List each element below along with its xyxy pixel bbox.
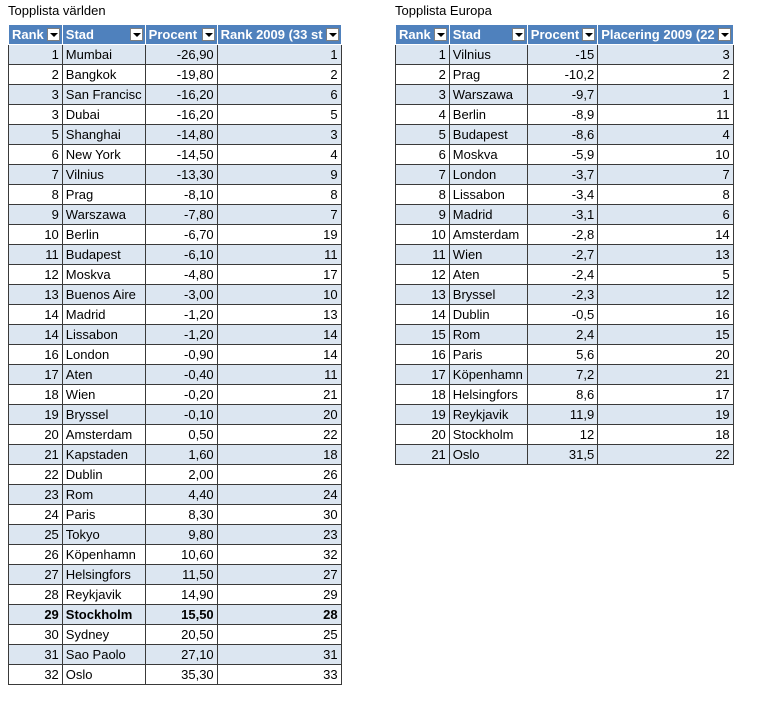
- city-cell[interactable]: Buenos Aire: [62, 285, 145, 305]
- table-row: [9, 365, 342, 385]
- table-row: [9, 125, 342, 145]
- table-row: [9, 225, 342, 245]
- rank-2009-cell[interactable]: 22: [217, 425, 341, 445]
- percent-cell[interactable]: -2,4: [527, 265, 597, 285]
- rank-2009-cell[interactable]: 1: [598, 85, 733, 105]
- rank-2009-header[interactable]: [217, 25, 341, 45]
- percent-cell[interactable]: -16,20: [145, 105, 217, 125]
- rank-2009-cell[interactable]: 9: [217, 165, 341, 185]
- table-row: [9, 565, 342, 585]
- table-row: [9, 425, 342, 445]
- rank-cell[interactable]: 16: [396, 345, 450, 365]
- percent-cell[interactable]: -4,80: [145, 265, 217, 285]
- table-row: [396, 45, 734, 65]
- table-row: [396, 245, 734, 265]
- city-cell[interactable]: Sydney: [62, 625, 145, 645]
- table-row: [9, 265, 342, 285]
- table-row: [396, 205, 734, 225]
- rank-2009-cell[interactable]: 7: [598, 165, 733, 185]
- percent-cell[interactable]: -6,70: [145, 225, 217, 245]
- city-cell[interactable]: Bangkok: [62, 65, 145, 85]
- rank-cell[interactable]: 31: [9, 645, 63, 665]
- rank-cell[interactable]: 10: [396, 225, 450, 245]
- percent-cell[interactable]: 5,6: [527, 345, 597, 365]
- rank-cell[interactable]: 11: [9, 245, 63, 265]
- rank-cell[interactable]: 29: [9, 605, 63, 625]
- percent-cell[interactable]: -14,80: [145, 125, 217, 145]
- rank-2009-cell[interactable]: 15: [598, 325, 733, 345]
- table-row: [396, 365, 734, 385]
- city-cell[interactable]: Berlin: [62, 225, 145, 245]
- rank-2009-cell[interactable]: 2: [598, 65, 733, 85]
- city-cell[interactable]: Budapest: [449, 125, 527, 145]
- rank-2009-cell[interactable]: 11: [598, 105, 733, 125]
- city-cell[interactable]: Bryssel: [62, 405, 145, 425]
- table-row: [396, 405, 734, 425]
- percent-cell[interactable]: 11,50: [145, 565, 217, 585]
- table-row: [9, 145, 342, 165]
- rank-2009-cell[interactable]: 1: [217, 45, 341, 65]
- rank-cell[interactable]: 17: [9, 365, 63, 385]
- table-row: [9, 65, 342, 85]
- rank-2009-cell[interactable]: 32: [217, 545, 341, 565]
- filter-dropdown-icon[interactable]: [582, 28, 595, 41]
- city-cell[interactable]: Mumbai: [62, 45, 145, 65]
- percent-cell[interactable]: -8,6: [527, 125, 597, 145]
- rank-2009-cell[interactable]: 18: [217, 445, 341, 465]
- city-cell[interactable]: Lissabon: [449, 185, 527, 205]
- percent-cell[interactable]: -14,50: [145, 145, 217, 165]
- percent-cell[interactable]: 1,60: [145, 445, 217, 465]
- percent-cell[interactable]: 15,50: [145, 605, 217, 625]
- rank-2009-cell[interactable]: 31: [217, 645, 341, 665]
- rank-cell[interactable]: 32: [9, 665, 63, 685]
- table-row: [9, 505, 342, 525]
- rank-2009-cell[interactable]: 19: [598, 405, 733, 425]
- city-cell[interactable]: Moskva: [449, 145, 527, 165]
- percent-cell[interactable]: -0,20: [145, 385, 217, 405]
- rank-2009-cell[interactable]: 33: [217, 665, 341, 685]
- table-row: [396, 125, 734, 145]
- rank-2009-cell[interactable]: 8: [598, 185, 733, 205]
- table-row: [9, 625, 342, 645]
- percent-cell[interactable]: -5,9: [527, 145, 597, 165]
- table-row: [9, 605, 342, 625]
- percent-cell[interactable]: 7,2: [527, 365, 597, 385]
- percent-cell[interactable]: -15: [527, 45, 597, 65]
- europe-list-title: Topplista Europa: [395, 3, 492, 18]
- city-cell[interactable]: Aten: [449, 265, 527, 285]
- city-cell[interactable]: Paris: [449, 345, 527, 365]
- rank-cell[interactable]: 30: [9, 625, 63, 645]
- city-cell[interactable]: Helsingfors: [449, 385, 527, 405]
- city-cell[interactable]: Bryssel: [449, 285, 527, 305]
- rank-cell[interactable]: 10: [9, 225, 63, 245]
- rank-cell[interactable]: 18: [396, 385, 450, 405]
- percent-cell[interactable]: -9,7: [527, 85, 597, 105]
- rank-2009-cell[interactable]: 10: [217, 285, 341, 305]
- percent-cell[interactable]: 2,00: [145, 465, 217, 485]
- rank-cell[interactable]: 13: [9, 285, 63, 305]
- city-cell[interactable]: Oslo: [62, 665, 145, 685]
- rank-cell[interactable]: 23: [9, 485, 63, 505]
- table-row: [9, 465, 342, 485]
- header-label: Placering 2009 (22: [601, 27, 715, 42]
- table-row: [9, 645, 342, 665]
- rank-cell[interactable]: 2: [396, 65, 450, 85]
- rank-cell[interactable]: 27: [9, 565, 63, 585]
- rank-2009-cell[interactable]: 25: [217, 625, 341, 645]
- city-cell[interactable]: Rom: [62, 485, 145, 505]
- rank-2009-cell[interactable]: 7: [217, 205, 341, 225]
- city-header[interactable]: [449, 25, 527, 45]
- percent-cell[interactable]: -26,90: [145, 45, 217, 65]
- header-label: Procent: [530, 27, 580, 42]
- percent-cell[interactable]: -13,30: [145, 165, 217, 185]
- header-row: [396, 25, 734, 45]
- header-row: [9, 25, 342, 45]
- header-label: Rank: [399, 27, 431, 42]
- percent-cell[interactable]: -16,20: [145, 85, 217, 105]
- table-row: [396, 65, 734, 85]
- filter-dropdown-icon[interactable]: [718, 28, 731, 41]
- rank-2009-cell[interactable]: 21: [598, 365, 733, 385]
- table-row: [9, 105, 342, 125]
- rank-cell[interactable]: 13: [396, 285, 450, 305]
- rank-2009-cell[interactable]: 13: [598, 245, 733, 265]
- percent-cell[interactable]: -0,5: [527, 305, 597, 325]
- rank-2009-cell[interactable]: 18: [598, 425, 733, 445]
- rank-2009-cell[interactable]: 11: [217, 245, 341, 265]
- table-row: [396, 85, 734, 105]
- city-cell[interactable]: Madrid: [449, 205, 527, 225]
- rank-2009-cell[interactable]: 20: [217, 405, 341, 425]
- percent-cell[interactable]: 2,4: [527, 325, 597, 345]
- rank-cell[interactable]: 19: [396, 405, 450, 425]
- table-row: [396, 325, 734, 345]
- percent-cell[interactable]: -2,3: [527, 285, 597, 305]
- percent-cell[interactable]: -0,90: [145, 345, 217, 365]
- rank-2009-cell[interactable]: 4: [598, 125, 733, 145]
- filter-dropdown-icon[interactable]: [434, 28, 447, 41]
- table-row: [9, 325, 342, 345]
- rank-2009-cell[interactable]: 17: [217, 265, 341, 285]
- header-label: Rank: [12, 27, 44, 42]
- city-cell[interactable]: Köpenhamn: [62, 545, 145, 565]
- table-row: [396, 445, 734, 465]
- table-row: [396, 285, 734, 305]
- rank-2009-cell[interactable]: 14: [598, 225, 733, 245]
- percent-cell[interactable]: 31,5: [527, 445, 597, 465]
- rank-2009-cell[interactable]: 23: [217, 525, 341, 545]
- city-cell[interactable]: Rom: [449, 325, 527, 345]
- percent-header[interactable]: [145, 25, 217, 45]
- filter-dropdown-icon[interactable]: [202, 28, 215, 41]
- rank-cell[interactable]: 17: [396, 365, 450, 385]
- table-row: [396, 185, 734, 205]
- table-row: [9, 185, 342, 205]
- rank-cell[interactable]: 2: [9, 65, 63, 85]
- rank-2009-header[interactable]: [598, 25, 733, 45]
- rank-2009-cell[interactable]: 2: [217, 65, 341, 85]
- rank-2009-cell[interactable]: 5: [217, 105, 341, 125]
- rank-2009-cell[interactable]: 16: [598, 305, 733, 325]
- city-cell[interactable]: Wien: [449, 245, 527, 265]
- percent-cell[interactable]: -7,80: [145, 205, 217, 225]
- rank-cell[interactable]: 9: [9, 205, 63, 225]
- rank-cell[interactable]: 14: [9, 325, 63, 345]
- percent-cell[interactable]: -6,10: [145, 245, 217, 265]
- percent-cell[interactable]: -3,4: [527, 185, 597, 205]
- table-row: [9, 485, 342, 505]
- rank-cell[interactable]: 20: [9, 425, 63, 445]
- rank-2009-cell[interactable]: 29: [217, 585, 341, 605]
- header-label: Stad: [65, 27, 94, 42]
- rank-2009-cell[interactable]: 14: [217, 325, 341, 345]
- city-cell[interactable]: Dublin: [449, 305, 527, 325]
- rank-cell[interactable]: 8: [396, 185, 450, 205]
- rank-cell[interactable]: 5: [396, 125, 450, 145]
- filter-dropdown-icon[interactable]: [47, 28, 60, 41]
- city-cell[interactable]: Budapest: [62, 245, 145, 265]
- rank-cell[interactable]: 1: [9, 45, 63, 65]
- city-cell[interactable]: Kapstaden: [62, 445, 145, 465]
- city-cell[interactable]: San Francisc: [62, 85, 145, 105]
- rank-cell[interactable]: 18: [9, 385, 63, 405]
- rank-header[interactable]: [9, 25, 63, 45]
- percent-cell[interactable]: 9,80: [145, 525, 217, 545]
- rank-cell[interactable]: 28: [9, 585, 63, 605]
- city-cell[interactable]: Paris: [62, 505, 145, 525]
- rank-cell[interactable]: 11: [396, 245, 450, 265]
- city-cell[interactable]: Prag: [62, 185, 145, 205]
- rank-cell[interactable]: 14: [396, 305, 450, 325]
- city-cell[interactable]: London: [62, 345, 145, 365]
- rank-2009-cell[interactable]: 12: [598, 285, 733, 305]
- table-row: [9, 85, 342, 105]
- city-header[interactable]: [62, 25, 145, 45]
- percent-cell[interactable]: 35,30: [145, 665, 217, 685]
- percent-cell[interactable]: -3,1: [527, 205, 597, 225]
- percent-cell[interactable]: -3,7: [527, 165, 597, 185]
- city-cell[interactable]: Berlin: [449, 105, 527, 125]
- percent-cell[interactable]: -1,20: [145, 305, 217, 325]
- city-cell[interactable]: Stockholm: [62, 605, 145, 625]
- rank-cell[interactable]: 5: [9, 125, 63, 145]
- rank-cell[interactable]: 20: [396, 425, 450, 445]
- table-row: [9, 165, 342, 185]
- rank-2009-cell[interactable]: 8: [217, 185, 341, 205]
- city-cell[interactable]: Amsterdam: [449, 225, 527, 245]
- percent-cell[interactable]: 20,50: [145, 625, 217, 645]
- percent-cell[interactable]: -0,40: [145, 365, 217, 385]
- rank-2009-cell[interactable]: 5: [598, 265, 733, 285]
- rank-cell[interactable]: 3: [9, 105, 63, 125]
- city-cell[interactable]: Lissabon: [62, 325, 145, 345]
- rank-cell[interactable]: 12: [396, 265, 450, 285]
- rank-cell[interactable]: 22: [9, 465, 63, 485]
- percent-cell[interactable]: 12: [527, 425, 597, 445]
- rank-2009-cell[interactable]: 6: [598, 205, 733, 225]
- table-row: [9, 245, 342, 265]
- rank-2009-cell[interactable]: 28: [217, 605, 341, 625]
- rank-2009-cell[interactable]: 4: [217, 145, 341, 165]
- header-label: Stad: [452, 27, 481, 42]
- table-row: [9, 385, 342, 405]
- header-label: Procent: [148, 27, 198, 42]
- city-cell[interactable]: Sao Paolo: [62, 645, 145, 665]
- table-row: [396, 105, 734, 125]
- rank-cell[interactable]: 14: [9, 305, 63, 325]
- percent-cell[interactable]: 8,6: [527, 385, 597, 405]
- percent-header[interactable]: [527, 25, 597, 45]
- table-row: [9, 45, 342, 65]
- city-cell[interactable]: Moskva: [62, 265, 145, 285]
- rank-header[interactable]: [396, 25, 450, 45]
- rank-2009-cell[interactable]: 10: [598, 145, 733, 165]
- rank-2009-cell[interactable]: 30: [217, 505, 341, 525]
- rank-2009-cell[interactable]: 14: [217, 345, 341, 365]
- world-ranking-table: [8, 24, 342, 685]
- city-cell[interactable]: Shanghai: [62, 125, 145, 145]
- filter-dropdown-icon[interactable]: [512, 28, 525, 41]
- city-cell[interactable]: Vilnius: [62, 165, 145, 185]
- city-cell[interactable]: Dublin: [62, 465, 145, 485]
- table-row: [9, 445, 342, 465]
- city-cell[interactable]: Madrid: [62, 305, 145, 325]
- city-cell[interactable]: Warszawa: [449, 85, 527, 105]
- percent-cell[interactable]: -2,7: [527, 245, 597, 265]
- city-cell[interactable]: Reykjavik: [449, 405, 527, 425]
- rank-2009-cell[interactable]: 20: [598, 345, 733, 365]
- rank-2009-cell[interactable]: 19: [217, 225, 341, 245]
- percent-cell[interactable]: -8,9: [527, 105, 597, 125]
- percent-cell[interactable]: -0,10: [145, 405, 217, 425]
- table-row: [396, 305, 734, 325]
- rank-cell[interactable]: 6: [396, 145, 450, 165]
- city-cell[interactable]: New York: [62, 145, 145, 165]
- city-cell[interactable]: Tokyo: [62, 525, 145, 545]
- rank-cell[interactable]: 3: [396, 85, 450, 105]
- table-row: [9, 525, 342, 545]
- rank-cell[interactable]: 16: [9, 345, 63, 365]
- rank-2009-cell[interactable]: 3: [598, 45, 733, 65]
- rank-cell[interactable]: 7: [396, 165, 450, 185]
- table-row: [9, 285, 342, 305]
- header-label: Rank 2009 (33 st: [220, 27, 323, 42]
- europe-ranking-table: [395, 24, 734, 465]
- rank-2009-cell[interactable]: 22: [598, 445, 733, 465]
- rank-cell[interactable]: 8: [9, 185, 63, 205]
- rank-cell[interactable]: 19: [9, 405, 63, 425]
- city-cell[interactable]: Aten: [62, 365, 145, 385]
- rank-cell[interactable]: 26: [9, 545, 63, 565]
- city-cell[interactable]: Stockholm: [449, 425, 527, 445]
- city-cell[interactable]: Warszawa: [62, 205, 145, 225]
- world-list-title: Topplista världen: [8, 3, 106, 18]
- table-row: [9, 405, 342, 425]
- rank-cell[interactable]: 1: [396, 45, 450, 65]
- city-cell[interactable]: Dubai: [62, 105, 145, 125]
- city-cell[interactable]: London: [449, 165, 527, 185]
- table-row: [396, 265, 734, 285]
- table-row: [9, 205, 342, 225]
- percent-cell[interactable]: -19,80: [145, 65, 217, 85]
- filter-dropdown-icon[interactable]: [326, 28, 339, 41]
- table-row: [9, 345, 342, 365]
- table-row: [396, 345, 734, 365]
- table-row: [396, 385, 734, 405]
- percent-cell[interactable]: 10,60: [145, 545, 217, 565]
- percent-cell[interactable]: 8,30: [145, 505, 217, 525]
- rank-cell[interactable]: 15: [396, 325, 450, 345]
- city-cell[interactable]: Helsingfors: [62, 565, 145, 585]
- table-row: [9, 545, 342, 565]
- percent-cell[interactable]: -2,8: [527, 225, 597, 245]
- table-row: [396, 165, 734, 185]
- rank-2009-cell[interactable]: 17: [598, 385, 733, 405]
- rank-2009-cell[interactable]: 3: [217, 125, 341, 145]
- city-cell[interactable]: Amsterdam: [62, 425, 145, 445]
- rank-cell[interactable]: 24: [9, 505, 63, 525]
- percent-cell[interactable]: 14,90: [145, 585, 217, 605]
- percent-cell[interactable]: -8,10: [145, 185, 217, 205]
- rank-cell[interactable]: 7: [9, 165, 63, 185]
- city-cell[interactable]: Oslo: [449, 445, 527, 465]
- rank-cell[interactable]: 3: [9, 85, 63, 105]
- percent-cell[interactable]: -3,00: [145, 285, 217, 305]
- city-cell[interactable]: Wien: [62, 385, 145, 405]
- table-row: [9, 585, 342, 605]
- rank-2009-cell[interactable]: 26: [217, 465, 341, 485]
- table-row: [396, 145, 734, 165]
- city-cell[interactable]: Prag: [449, 65, 527, 85]
- rank-cell[interactable]: 4: [396, 105, 450, 125]
- rank-cell[interactable]: 9: [396, 205, 450, 225]
- percent-cell[interactable]: 27,10: [145, 645, 217, 665]
- rank-cell[interactable]: 25: [9, 525, 63, 545]
- rank-2009-cell[interactable]: 24: [217, 485, 341, 505]
- rank-cell[interactable]: 12: [9, 265, 63, 285]
- rank-2009-cell[interactable]: 6: [217, 85, 341, 105]
- rank-2009-cell[interactable]: 27: [217, 565, 341, 585]
- rank-2009-cell[interactable]: 21: [217, 385, 341, 405]
- filter-dropdown-icon[interactable]: [130, 28, 143, 41]
- percent-cell[interactable]: 11,9: [527, 405, 597, 425]
- percent-cell[interactable]: -10,2: [527, 65, 597, 85]
- rank-cell[interactable]: 21: [396, 445, 450, 465]
- table-row: [396, 425, 734, 445]
- rank-2009-cell[interactable]: 11: [217, 365, 341, 385]
- rank-2009-cell[interactable]: 13: [217, 305, 341, 325]
- table-row: [9, 305, 342, 325]
- table-row: [9, 665, 342, 685]
- city-cell[interactable]: Köpenhamn: [449, 365, 527, 385]
- table-row: [396, 225, 734, 245]
- rank-cell[interactable]: 6: [9, 145, 63, 165]
- city-cell[interactable]: Reykjavik: [62, 585, 145, 605]
- percent-cell[interactable]: -1,20: [145, 325, 217, 345]
- city-cell[interactable]: Vilnius: [449, 45, 527, 65]
- percent-cell[interactable]: 4,40: [145, 485, 217, 505]
- percent-cell[interactable]: 0,50: [145, 425, 217, 445]
- rank-cell[interactable]: 21: [9, 445, 63, 465]
